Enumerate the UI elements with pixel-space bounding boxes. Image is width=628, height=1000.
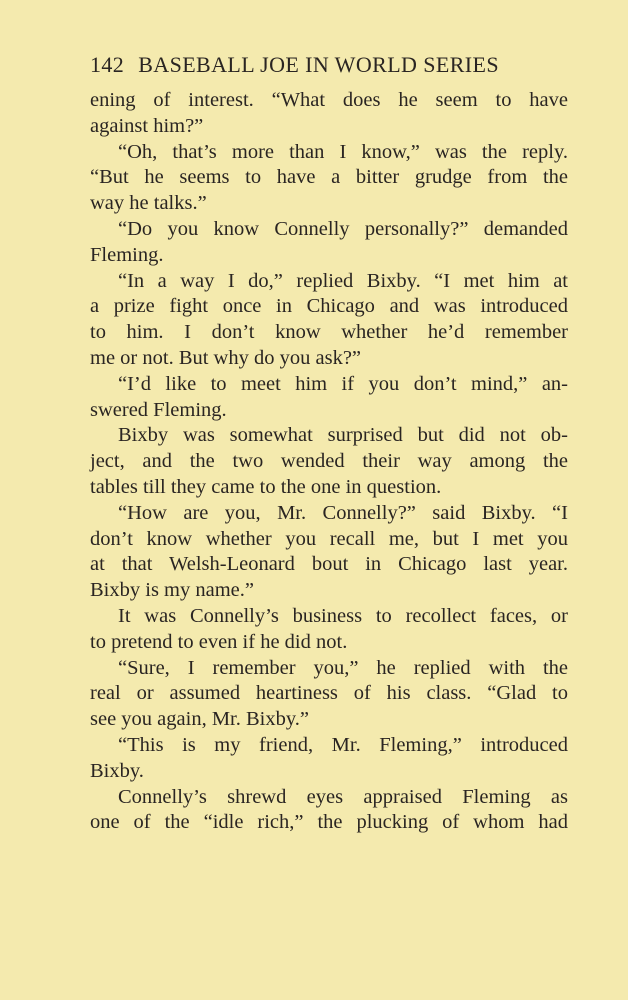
- text-line: swered Fleming.: [90, 398, 227, 421]
- text-line: Bixby is my name.”: [90, 579, 254, 602]
- text-line: tables till they came to the one in question.: [90, 475, 442, 498]
- text-line: against him?”: [90, 114, 204, 137]
- text-line: Fleming.: [90, 243, 164, 266]
- text-line: “I’d like to meet him if you don’t mind,” an-: [118, 372, 568, 395]
- page-number: 142: [90, 52, 125, 77]
- text-line: ject, and the two wended their way among the: [90, 450, 568, 473]
- text-line: a prize fight once in Chicago and was introduced: [90, 295, 568, 318]
- text-line: me or not. But why do you ask?”: [90, 346, 362, 369]
- text-line: one of the “idle rich,” the plucking of whom had: [90, 811, 568, 834]
- text-line: way he talks.”: [90, 192, 207, 215]
- text-line: to him. I don’t know whether he’d remember: [90, 321, 568, 344]
- text-line: Connelly’s shrewd eyes appraised Fleming as: [118, 785, 568, 808]
- text-line: see you again, Mr. Bixby.”: [90, 708, 310, 731]
- text-line: “Do you know Connelly personally?” demanded: [118, 217, 568, 240]
- text-line: It was Connelly’s business to recollect faces, or: [118, 604, 568, 627]
- text-line: “Sure, I remember you,” he replied with the: [118, 656, 568, 679]
- text-line: to pretend to even if he did not.: [90, 630, 348, 653]
- running-title: BASEBALL JOE IN WORLD SERIES: [138, 52, 499, 77]
- text-line: “How are you, Mr. Connelly?” said Bixby. “I: [118, 501, 568, 524]
- text-line: “This is my friend, Mr. Fleming,” introduced: [118, 733, 568, 756]
- text-line: ening of interest. “What does he seem to have: [90, 89, 568, 111]
- text-line: “But he seems to have a bitter grudge from the: [90, 166, 568, 189]
- text-line: Bixby.: [90, 759, 144, 782]
- text-line: “Oh, that’s more than I know,” was the reply.: [118, 140, 568, 163]
- text-line: don’t know whether you recall me, but I met you: [90, 527, 568, 550]
- text-line: at that Welsh-Leonard bout in Chicago last year.: [90, 553, 568, 576]
- text-line: real or assumed heartiness of his class. “Glad to: [90, 682, 568, 705]
- text-line: Bixby was somewhat surprised but did not ob-: [118, 424, 568, 447]
- body-text: [90, 88, 568, 836]
- running-head: [90, 52, 540, 82]
- text-line: “In a way I do,” replied Bixby. “I met him at: [118, 269, 568, 292]
